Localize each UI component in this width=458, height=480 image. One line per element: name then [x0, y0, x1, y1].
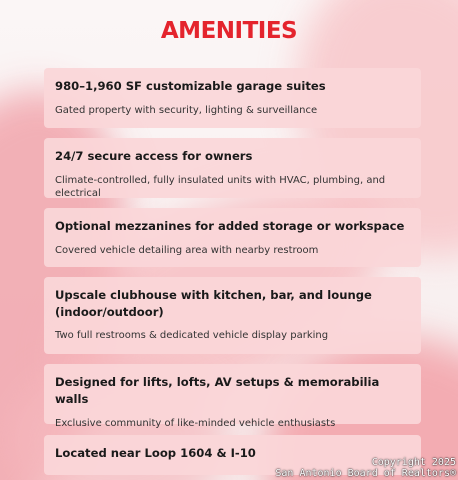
amenity-card-garage-suites: [44, 68, 421, 128]
copyright-watermark: [275, 457, 456, 479]
amenity-heading: 980–1,960 SF customizable garage suites: [55, 79, 326, 93]
amenity-heading: Located near Loop 1604 & I-10: [55, 446, 256, 460]
amenity-card-clubhouse: [44, 277, 421, 354]
amenity-detail: Climate-controlled, fully insulated units with HVAC, plumbing, and electrical: [55, 175, 386, 199]
amenity-detail: Gated property with security, lighting & surveillance: [55, 105, 318, 116]
amenity-heading: 24/7 secure access for owners: [55, 149, 253, 163]
copyright-line: San Antonio Board of Realtors®: [275, 468, 456, 479]
amenity-card-mezzanines: [44, 208, 421, 267]
amenity-detail: Exclusive community of like-minded vehicle enthusiasts: [55, 418, 336, 429]
amenity-card-lifts-lofts: [44, 364, 421, 429]
amenity-detail: Covered vehicle detailing area with nearby restroom: [55, 245, 319, 256]
copyright-line: Copyright 2025: [371, 457, 456, 468]
page-title: AMENITIES: [160, 18, 298, 44]
amenity-detail: Two full restrooms & dedicated vehicle display parking: [55, 330, 329, 341]
amenity-heading: Designed for lifts, lofts, AV setups & memorabilia walls: [55, 375, 380, 406]
amenity-heading: Optional mezzanines for added storage or workspace: [55, 219, 405, 233]
amenity-card-secure-access: [44, 138, 421, 198]
amenity-heading: Upscale clubhouse with kitchen, bar, and lounge (indoor/outdoor): [55, 288, 372, 319]
